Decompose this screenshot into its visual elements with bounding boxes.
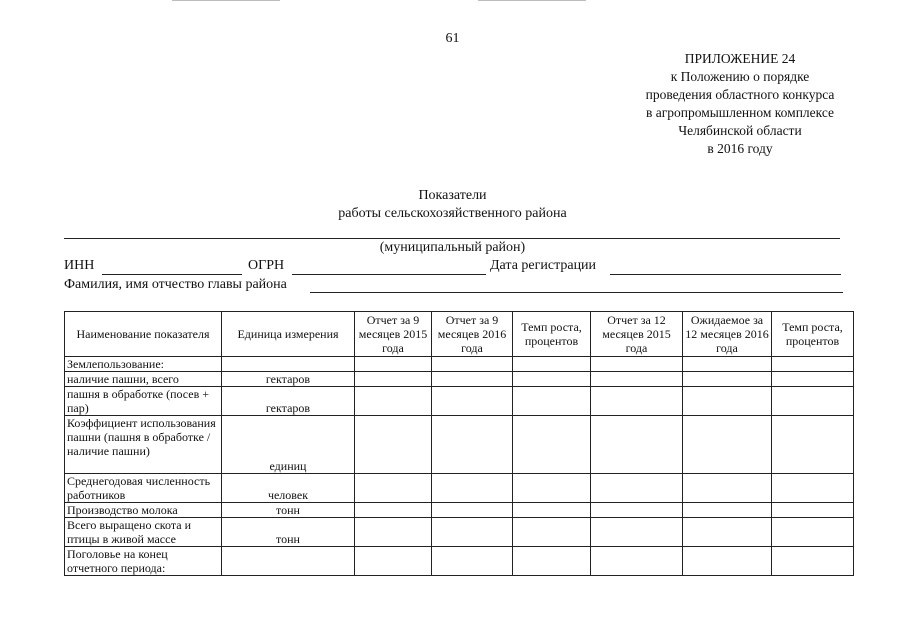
value-cell[interactable] bbox=[772, 518, 854, 547]
value-cell[interactable] bbox=[513, 503, 591, 518]
value-cell[interactable] bbox=[591, 357, 683, 372]
table-row bbox=[65, 503, 854, 518]
table-row bbox=[65, 547, 854, 576]
row-indicator-name: Среднегодовая численность работников bbox=[65, 474, 222, 503]
title-line-2: работы сельскохозяйственного района bbox=[338, 206, 567, 221]
value-cell[interactable] bbox=[772, 503, 854, 518]
ogrn-label: ОГРН bbox=[248, 258, 285, 273]
value-cell[interactable] bbox=[683, 503, 772, 518]
value-cell[interactable] bbox=[355, 387, 432, 416]
value-cell[interactable] bbox=[591, 372, 683, 387]
value-cell[interactable] bbox=[355, 474, 432, 503]
row-indicator-name: Производство молока bbox=[65, 503, 222, 518]
value-cell[interactable] bbox=[591, 474, 683, 503]
value-cell[interactable] bbox=[432, 357, 513, 372]
value-cell[interactable] bbox=[513, 547, 591, 576]
row-indicator-name: Поголовье на конец отчетного периода: bbox=[65, 547, 222, 576]
value-cell[interactable] bbox=[355, 518, 432, 547]
value-cell[interactable] bbox=[355, 416, 432, 474]
row-unit bbox=[222, 547, 355, 576]
appendix-line: в 2016 году bbox=[707, 141, 773, 156]
district-name-line bbox=[64, 238, 840, 239]
appendix-block bbox=[600, 50, 880, 158]
head-name-blank bbox=[310, 292, 843, 293]
value-cell[interactable] bbox=[683, 518, 772, 547]
row-indicator-name: Коэффициент использования пашни (пашня в обработке / наличие пашни) bbox=[65, 416, 222, 474]
row-indicator-name: пашня в обработке (посев + пар) bbox=[65, 387, 222, 416]
value-cell[interactable] bbox=[432, 372, 513, 387]
value-cell[interactable] bbox=[513, 372, 591, 387]
head-name-label: Фамилия, имя отчество главы района bbox=[64, 277, 287, 292]
row-unit: тонн bbox=[222, 518, 355, 547]
value-cell[interactable] bbox=[432, 547, 513, 576]
reg-date-blank bbox=[610, 274, 841, 275]
scan-artifact-left bbox=[172, 0, 280, 1]
col-header-growth-12m: Темп роста, процентов bbox=[772, 312, 854, 357]
table-row bbox=[65, 518, 854, 547]
col-header-12m-2015: Отчет за 12 месяцев 2015 года bbox=[591, 312, 683, 357]
table-row bbox=[65, 474, 854, 503]
value-cell[interactable] bbox=[355, 503, 432, 518]
row-indicator-name: наличие пашни, всего bbox=[65, 372, 222, 387]
col-header-unit: Единица измерения bbox=[222, 312, 355, 357]
col-header-12m-2016-expected: Ожидаемое за 12 месяцев 2016 года bbox=[683, 312, 772, 357]
row-unit: гектаров bbox=[222, 387, 355, 416]
appendix-heading: ПРИЛОЖЕНИЕ 24 bbox=[684, 51, 796, 66]
value-cell[interactable] bbox=[432, 474, 513, 503]
value-cell[interactable] bbox=[591, 387, 683, 416]
appendix-line: Челябинской области bbox=[678, 123, 802, 138]
value-cell[interactable] bbox=[432, 387, 513, 416]
value-cell[interactable] bbox=[513, 518, 591, 547]
ogrn-blank bbox=[292, 274, 486, 275]
table-row bbox=[65, 416, 854, 474]
row-indicator-name: Землепользование: bbox=[65, 357, 222, 372]
appendix-line: к Положению о порядке bbox=[670, 69, 810, 84]
row-unit: тонн bbox=[222, 503, 355, 518]
value-cell[interactable] bbox=[432, 416, 513, 474]
col-header-growth-9m: Темп роста, процентов bbox=[513, 312, 591, 357]
value-cell[interactable] bbox=[513, 357, 591, 372]
value-cell[interactable] bbox=[683, 387, 772, 416]
value-cell[interactable] bbox=[513, 416, 591, 474]
table-row bbox=[65, 372, 854, 387]
value-cell[interactable] bbox=[513, 387, 591, 416]
col-header-9m-2015: Отчет за 9 месяцев 2015 года bbox=[355, 312, 432, 357]
inn-label: ИНН bbox=[64, 258, 95, 273]
title-line-1: Показатели bbox=[418, 188, 487, 203]
value-cell[interactable] bbox=[513, 474, 591, 503]
inn-blank bbox=[102, 274, 242, 275]
col-header-9m-2016: Отчет за 9 месяцев 2016 года bbox=[432, 312, 513, 357]
document-title bbox=[0, 187, 905, 223]
row-indicator-name: Всего выращено скота и птицы в живой массе bbox=[65, 518, 222, 547]
value-cell[interactable] bbox=[432, 518, 513, 547]
value-cell[interactable] bbox=[683, 357, 772, 372]
value-cell[interactable] bbox=[683, 547, 772, 576]
value-cell[interactable] bbox=[772, 547, 854, 576]
value-cell[interactable] bbox=[683, 372, 772, 387]
scan-artifact-right bbox=[478, 0, 586, 1]
table-header-row bbox=[65, 312, 854, 357]
value-cell[interactable] bbox=[683, 416, 772, 474]
value-cell[interactable] bbox=[591, 503, 683, 518]
indicators-table bbox=[64, 311, 854, 576]
district-caption: (муниципальный район) bbox=[379, 240, 526, 255]
row-unit: гектаров bbox=[222, 372, 355, 387]
row-unit: единиц bbox=[222, 416, 355, 474]
page-number: 61 bbox=[445, 31, 460, 46]
table-row bbox=[65, 387, 854, 416]
value-cell[interactable] bbox=[355, 547, 432, 576]
value-cell[interactable] bbox=[591, 518, 683, 547]
reg-date-label: Дата регистрации bbox=[490, 258, 597, 273]
value-cell[interactable] bbox=[432, 503, 513, 518]
value-cell[interactable] bbox=[772, 416, 854, 474]
value-cell[interactable] bbox=[772, 372, 854, 387]
value-cell[interactable] bbox=[772, 387, 854, 416]
value-cell[interactable] bbox=[355, 372, 432, 387]
value-cell[interactable] bbox=[772, 357, 854, 372]
value-cell[interactable] bbox=[591, 547, 683, 576]
appendix-line: проведения областного конкурса bbox=[645, 87, 835, 102]
col-header-indicator: Наименование показателя bbox=[65, 312, 222, 357]
row-unit: человек bbox=[222, 474, 355, 503]
table-row bbox=[65, 357, 854, 372]
appendix-line: в агропромышленном комплексе bbox=[645, 105, 835, 120]
row-unit bbox=[222, 357, 355, 372]
value-cell[interactable] bbox=[591, 416, 683, 474]
value-cell[interactable] bbox=[683, 474, 772, 503]
value-cell[interactable] bbox=[772, 474, 854, 503]
value-cell[interactable] bbox=[355, 357, 432, 372]
